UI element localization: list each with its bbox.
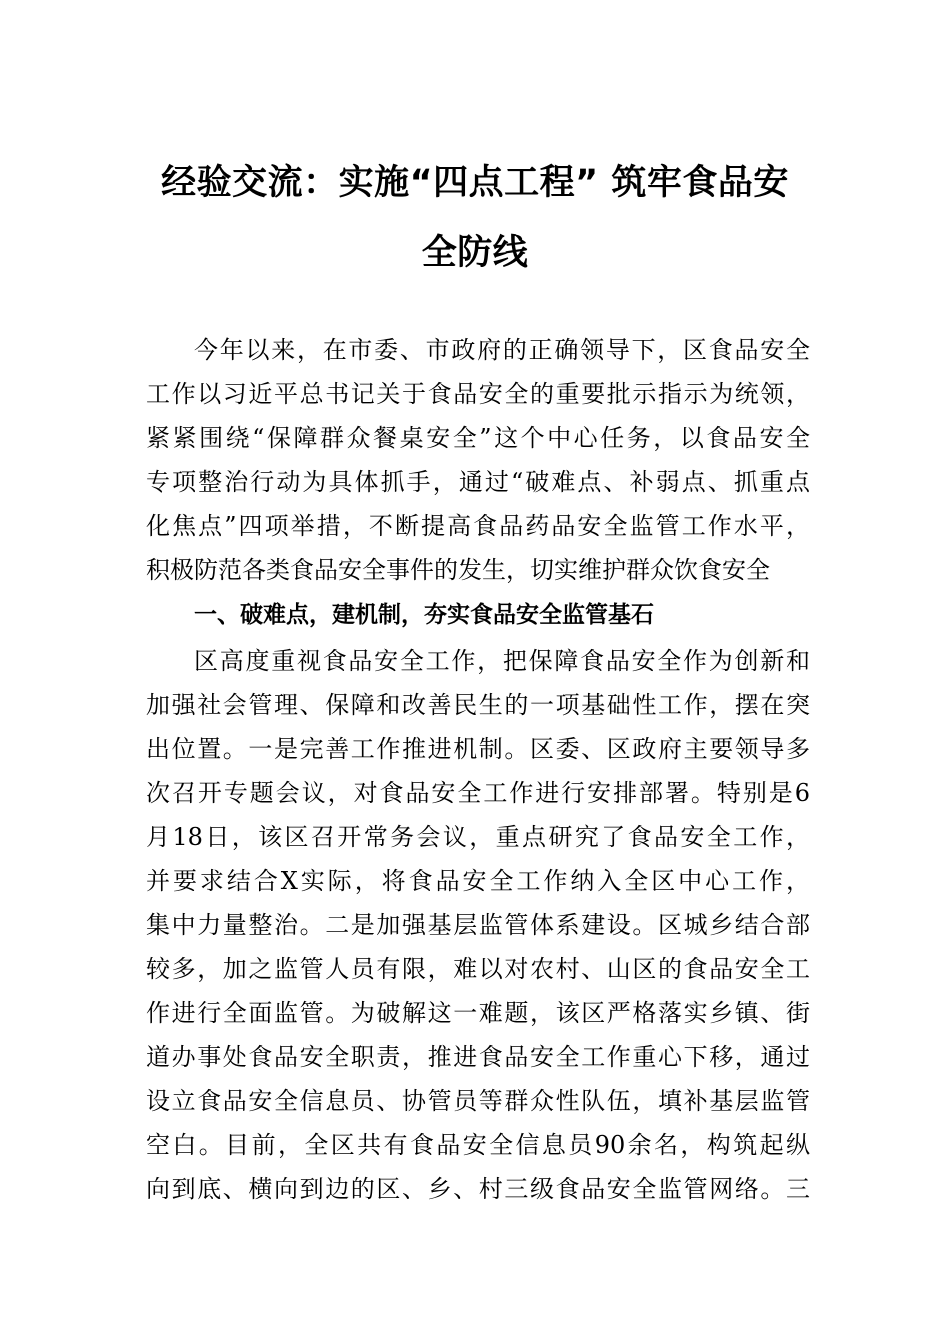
paragraph-1-line-4: 专项整治行动为具体抓手，通过“破难点、补弱点、抓重点 — [146, 468, 810, 496]
section-1-line-5: 月18日，该区召开常务会议，重点研究了食品安全工作， — [146, 823, 810, 851]
section-1-line-6: 并要求结合X实际，将食品安全工作纳入全区中心工作， — [146, 867, 810, 895]
section-1-line-1: 区高度重视食品安全工作，把保障食品安全作为创新和 — [194, 647, 810, 675]
section-1-heading: 一、破难点，建机制，夯实食品安全监管基石 — [194, 602, 654, 628]
paragraph-1-line-3: 紧紧围绕“保障群众餐桌安全”这个中心任务，以食品安全 — [146, 424, 810, 452]
section-1-line-9: 作进行全面监管。为破解这一难题，该区严格落实乡镇、街 — [146, 999, 810, 1027]
section-1-line-11: 设立食品安全信息员、协管员等群众性队伍，填补基层监管 — [146, 1087, 810, 1115]
section-1-line-4: 次召开专题会议，对食品安全工作进行安排部署。特别是6 — [146, 779, 810, 807]
section-1-line-3: 出位置。一是完善工作推进机制。区委、区政府主要领导多 — [146, 735, 810, 763]
paragraph-1-line-5: 化焦点”四项举措，不断提高食品药品安全监管工作水平， — [146, 512, 810, 540]
section-1-line-10: 道办事处食品安全职责，推进食品安全工作重心下移，通过 — [146, 1043, 810, 1071]
document-title-line-2: 全防线 — [421, 233, 529, 273]
paragraph-1-line-1: 今年以来，在市委、市政府的正确领导下，区食品安全 — [194, 336, 810, 364]
section-1-line-12: 空白。目前，全区共有食品安全信息员90余名，构筑起纵 — [146, 1131, 810, 1159]
section-1-line-13: 向到底、横向到边的区、乡、村三级食品安全监管网络。三 — [146, 1175, 810, 1203]
document-title-line-1: 经验交流：实施“四点工程” 筑牢食品安 — [161, 163, 789, 203]
section-1-line-7: 集中力量整治。二是加强基层监管体系建设。区城乡结合部 — [146, 911, 810, 939]
paragraph-1-line-6: 积极防范各类食品安全事件的发生，切实维护群众饮食安全 — [146, 556, 770, 584]
paragraph-1-line-2: 工作以习近平总书记关于食品安全的重要批示指示为统领， — [146, 380, 810, 408]
section-1-line-8: 较多，加之监管人员有限，难以对农村、山区的食品安全工 — [146, 955, 810, 983]
section-1-line-2: 加强社会管理、保障和改善民生的一项基础性工作，摆在突 — [146, 691, 810, 719]
